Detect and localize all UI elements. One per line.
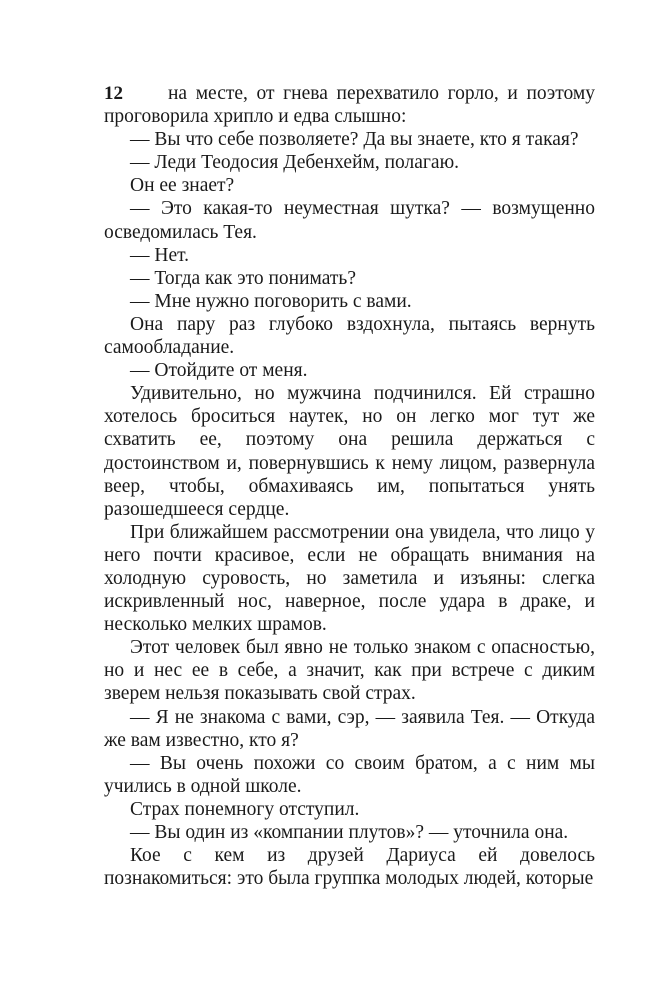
paragraph: Кое с кем из друзей Дариуса ей довелось познакомиться: это была группка молодых людей, которые xyxy=(104,845,595,890)
dialogue-line: — Нет. xyxy=(130,244,190,266)
dialogue-line: — Отойдите от меня. xyxy=(130,360,308,382)
dialogue-line: — Тогда как это понимать? xyxy=(130,267,356,289)
paragraph: Он ее знает? xyxy=(130,175,235,197)
paragraph: При ближайшем рассмотрении она увидела, что лицо у него почти красивое, если не обращать внимания на холодную суровость, но заметила и изъяны: слегка искривленный нос, наверное, после удара в драке, и несколько мелких шрамов. xyxy=(104,521,595,636)
dialogue-line: — Вы очень похожи со своим братом, а с ним мы учились в одной школе. xyxy=(104,752,595,797)
dialogue-line: — Я не знакома с вами, сэр, — заявила Тея. — Откуда же вам известно, кто я? xyxy=(104,706,595,751)
paragraph: Этот человек был явно не только знаком с опасностью, но и нес ее в себе, а значит, как при встрече с диким зверем нельзя показывать свой страх. xyxy=(104,637,595,705)
dialogue-line: — Леди Теодосия Дебенхейм, полагаю. xyxy=(130,152,460,174)
page-number: 12 xyxy=(104,83,123,104)
dialogue-line: — Мне нужно поговорить с вами. xyxy=(130,290,412,312)
paragraph: Она пару раз глубоко вздохнула, пытаясь вернуть самообладание. xyxy=(104,313,595,359)
dialogue-line: — Вы один из «компании плутов»? — уточнила она. xyxy=(130,822,569,843)
body-text xyxy=(104,82,595,890)
paragraph: на месте, от гнева перехватило горло, и поэтому проговорила хрипло и едва слышно: xyxy=(104,83,595,128)
dialogue-line: — Вы что себе позволяете? Да вы знаете, кто я такая? xyxy=(130,129,579,151)
paragraph: Удивительно, но мужчина подчинился. Ей страшно хотелось броситься наутек, но он легко мог тут же схватить ее, поэтому она решила держаться с достоинством и, повернувшись к нему лицом, развернула веер, чтобы, обмахиваясь им, попытаться унять разошедшееся сердце. xyxy=(104,383,595,520)
dialogue-line: — Это какая-то неуместная шутка? — возмущенно осведомилась Тея. xyxy=(104,198,595,243)
paragraph: Страх понемногу отступил. xyxy=(130,798,360,820)
